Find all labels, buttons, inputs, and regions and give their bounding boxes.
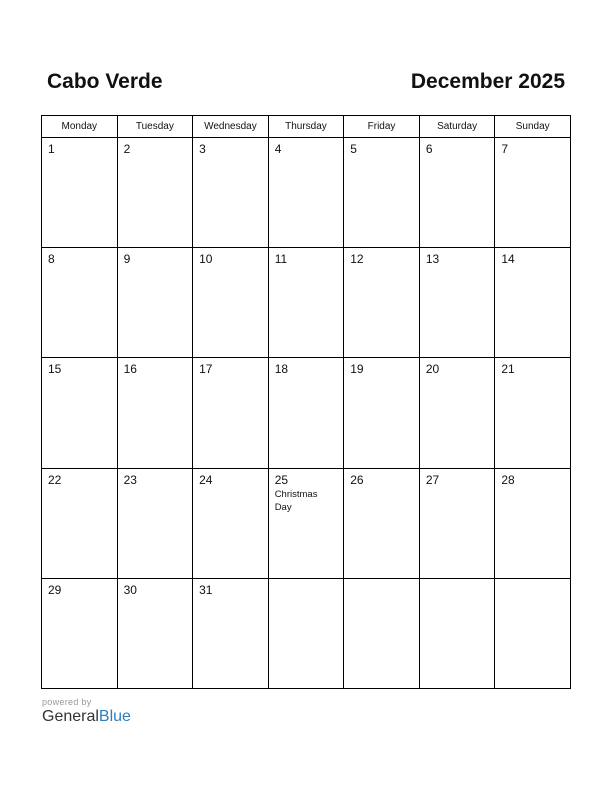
day-cell (42, 578, 118, 688)
day-cell (268, 578, 344, 688)
day-number: 18 (274, 362, 289, 377)
day-cell (117, 468, 193, 578)
day-cell (193, 248, 269, 358)
day-number: 29 (48, 582, 62, 597)
day-cell (268, 248, 344, 358)
day-cell (268, 358, 344, 468)
day-number: 3 (199, 142, 206, 156)
day-cell (268, 138, 344, 248)
week-row (42, 358, 571, 468)
day-cell (495, 468, 571, 578)
brand-general: General (42, 708, 99, 725)
day-number: 19 (350, 362, 364, 377)
weekday-header: Wednesday (193, 116, 269, 138)
day-number: 4 (274, 142, 282, 156)
day-cell (419, 248, 495, 358)
day-number: 30 (123, 582, 137, 597)
day-number: 16 (123, 362, 137, 377)
brand-logo (42, 708, 131, 726)
day-cell (344, 248, 420, 358)
day-cell (419, 358, 495, 468)
day-cell (42, 468, 118, 578)
day-cell (117, 578, 193, 688)
day-number: 15 (48, 362, 62, 377)
day-number: 23 (123, 472, 137, 487)
day-cell (344, 578, 420, 688)
day-number: 22 (48, 472, 62, 487)
weekday-header: Sunday (495, 116, 571, 138)
day-number: 13 (425, 252, 440, 267)
week-row (42, 468, 571, 578)
day-cell (42, 138, 118, 248)
powered-by-text: powered by (42, 697, 92, 707)
day-cell (419, 578, 495, 688)
footer-logo (42, 697, 131, 726)
brand-blue: Blue (98, 708, 131, 725)
day-number: 7 (501, 142, 509, 156)
day-number: 26 (350, 472, 364, 487)
day-cell (344, 358, 420, 468)
weekday-header: Saturday (419, 116, 495, 138)
day-number: 11 (274, 252, 288, 267)
weekday-header: Thursday (268, 116, 344, 138)
day-number: 5 (350, 142, 357, 156)
day-cell (495, 138, 571, 248)
day-number: 25 (274, 472, 289, 487)
day-cell (193, 468, 269, 578)
weekday-header: Friday (344, 116, 420, 138)
day-number: 14 (501, 252, 515, 267)
day-number: 1 (48, 142, 55, 156)
day-cell (42, 358, 118, 468)
day-number: 28 (501, 472, 515, 487)
day-cell (193, 358, 269, 468)
day-number: 9 (123, 252, 131, 267)
month-title: December 2025 (410, 70, 565, 93)
day-cell (344, 468, 420, 578)
day-cell (344, 138, 420, 248)
weekday-header: Monday (42, 116, 118, 138)
day-number: 17 (199, 362, 213, 377)
day-cell (117, 248, 193, 358)
day-number: 21 (501, 362, 515, 377)
day-cell (193, 578, 269, 688)
day-cell (268, 468, 344, 578)
day-cell (419, 138, 495, 248)
day-cell (419, 468, 495, 578)
day-cell (117, 358, 193, 468)
week-row (42, 578, 571, 688)
day-number: 24 (199, 472, 213, 487)
weekday-header: Tuesday (117, 116, 193, 138)
weekday-header-row (42, 116, 571, 138)
day-cell (495, 358, 571, 468)
day-cell (495, 248, 571, 358)
holiday-label: Christmas Day (274, 488, 318, 513)
week-row (42, 138, 571, 248)
day-number: 12 (350, 252, 364, 267)
day-cell (193, 138, 269, 248)
day-number: 8 (48, 252, 55, 267)
day-number: 6 (425, 142, 433, 156)
week-row (42, 248, 571, 358)
day-cell (42, 248, 118, 358)
day-number: 31 (199, 582, 213, 597)
day-cell (117, 138, 193, 248)
country-title: Cabo Verde (47, 70, 163, 93)
calendar-grid (41, 115, 571, 689)
day-number: 10 (199, 252, 213, 267)
day-number: 20 (425, 362, 440, 377)
day-number: 27 (425, 472, 440, 487)
day-cell (495, 578, 571, 688)
day-number: 2 (123, 142, 131, 156)
